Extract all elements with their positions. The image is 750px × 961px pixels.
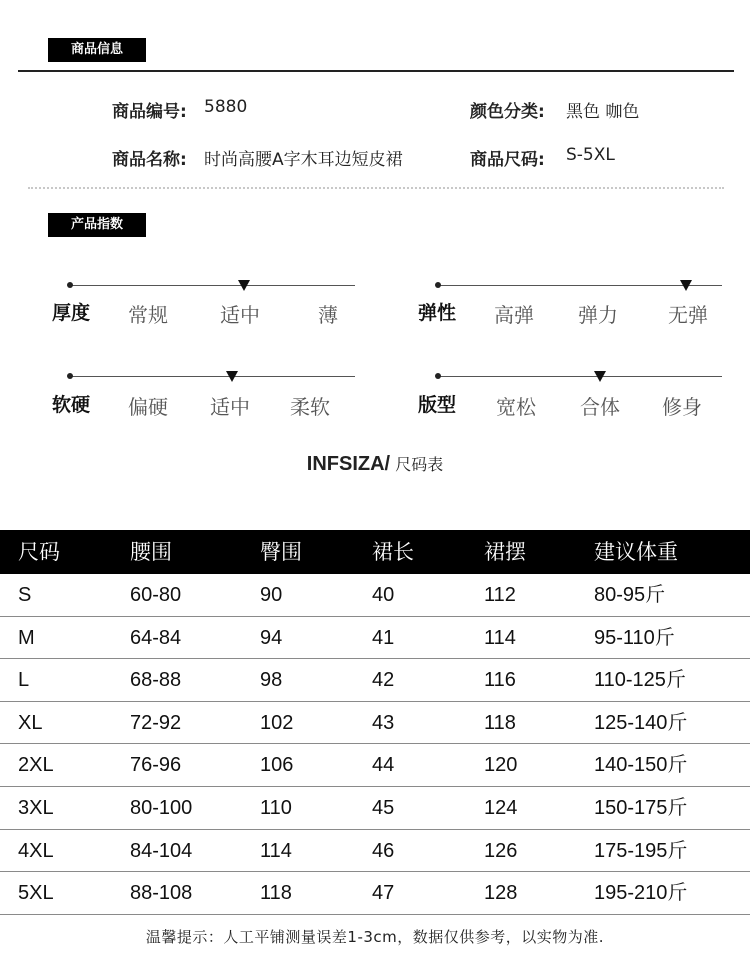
product-name-value: 时尚高腰A字木耳边短皮裙 bbox=[204, 150, 403, 170]
column-header: 裙长 bbox=[372, 540, 414, 564]
table-cell: 140-150斤 bbox=[594, 754, 688, 777]
scale-track bbox=[70, 285, 355, 286]
table-cell: 76-96 bbox=[130, 754, 182, 777]
scale-marker-icon bbox=[226, 371, 238, 382]
table-cell: 110-125斤 bbox=[594, 669, 686, 692]
table-cell: 43 bbox=[372, 711, 395, 734]
dotted-divider bbox=[28, 187, 724, 189]
scale-option: 宽松 bbox=[496, 395, 536, 419]
scale-start-dot bbox=[435, 373, 441, 379]
table-cell: 118 bbox=[484, 711, 516, 734]
scale-option: 适中 bbox=[210, 395, 250, 419]
table-row bbox=[0, 574, 750, 617]
table-row bbox=[0, 702, 750, 745]
table-cell: 112 bbox=[484, 584, 516, 606]
table-cell: 46 bbox=[372, 839, 395, 862]
table-cell: 90 bbox=[260, 584, 283, 606]
table-row bbox=[0, 830, 750, 873]
scale-marker-icon bbox=[238, 280, 250, 291]
scale-option: 弹力 bbox=[578, 303, 618, 327]
scale-name: 厚度 bbox=[52, 302, 91, 324]
table-cell: 118 bbox=[260, 882, 292, 905]
table-row bbox=[0, 617, 750, 660]
table-cell: 4XL bbox=[18, 839, 54, 862]
measurement-note: 温馨提示：人工平铺测量误差1-3cm，数据仅供参考，以实物为准. bbox=[145, 928, 605, 946]
table-cell: 114 bbox=[484, 626, 516, 649]
table-cell: 94 bbox=[260, 626, 283, 649]
scale-option: 偏硬 bbox=[128, 395, 168, 419]
column-header: 裙摆 bbox=[484, 540, 526, 564]
table-cell: 45 bbox=[372, 796, 395, 819]
table-cell: 88-108 bbox=[130, 882, 193, 905]
size-range-label: 商品尺码: bbox=[470, 150, 545, 170]
section-divider bbox=[18, 70, 734, 72]
table-cell: 102 bbox=[260, 711, 294, 734]
table-row bbox=[0, 744, 750, 787]
scale-marker-icon bbox=[680, 280, 692, 291]
table-cell: 150-175斤 bbox=[594, 796, 688, 819]
section-label-product-index: 产品指数 bbox=[48, 213, 146, 237]
table-cell: 95-110斤 bbox=[594, 626, 675, 649]
section-label-product-info: 商品信息 bbox=[48, 38, 146, 62]
table-cell: 120 bbox=[484, 754, 518, 777]
size-table bbox=[0, 530, 750, 915]
column-header: 建议体重 bbox=[594, 540, 678, 564]
table-cell: 47 bbox=[372, 882, 395, 905]
table-cell: 106 bbox=[260, 754, 294, 777]
table-row bbox=[0, 787, 750, 830]
brand-name: INFSIZA/ bbox=[306, 453, 391, 475]
table-cell: 72-92 bbox=[130, 711, 182, 734]
table-cell: 2XL bbox=[18, 754, 54, 777]
table-cell: 114 bbox=[260, 839, 292, 862]
size-table-body bbox=[0, 574, 750, 915]
table-cell: 110 bbox=[260, 796, 292, 819]
table-cell: 3XL bbox=[18, 796, 54, 819]
color-label: 颜色分类: bbox=[470, 102, 545, 122]
scale-option: 薄 bbox=[318, 303, 338, 327]
table-cell: 84-104 bbox=[130, 839, 193, 862]
table-cell: 40 bbox=[372, 584, 395, 606]
table-cell: XL bbox=[18, 711, 43, 734]
table-cell: 98 bbox=[260, 669, 283, 692]
table-cell: 195-210斤 bbox=[594, 882, 688, 905]
table-cell: 68-88 bbox=[130, 669, 182, 692]
size-chart-heading bbox=[0, 452, 750, 476]
table-cell: 175-195斤 bbox=[594, 839, 688, 862]
scale-name: 软硬 bbox=[52, 394, 91, 416]
table-cell: 60-80 bbox=[130, 584, 182, 606]
scale-option: 无弹 bbox=[668, 303, 708, 327]
column-header: 腰围 bbox=[130, 540, 172, 564]
scale-track bbox=[438, 376, 722, 377]
scale-option: 修身 bbox=[662, 395, 702, 419]
table-cell: 5XL bbox=[18, 882, 54, 905]
product-name-label: 商品名称: bbox=[112, 150, 187, 170]
scale-option: 合体 bbox=[580, 395, 620, 419]
scale-option: 柔软 bbox=[290, 395, 330, 419]
table-cell: S bbox=[18, 584, 32, 606]
scale-start-dot bbox=[435, 282, 441, 288]
scale-name: 版型 bbox=[418, 394, 457, 416]
scale-marker-icon bbox=[594, 371, 606, 382]
table-row bbox=[0, 872, 750, 915]
table-cell: L bbox=[18, 669, 30, 692]
table-cell: 64-84 bbox=[130, 626, 182, 649]
table-cell: 80-95斤 bbox=[594, 584, 666, 606]
product-number-label: 商品编号: bbox=[112, 102, 187, 122]
scale-start-dot bbox=[67, 282, 73, 288]
product-number-value: 5880 bbox=[204, 97, 248, 117]
table-cell: M bbox=[18, 626, 35, 649]
column-header: 尺码 bbox=[18, 540, 60, 564]
table-cell: 128 bbox=[484, 882, 518, 905]
color-value: 黑色 咖色 bbox=[566, 102, 640, 122]
table-row bbox=[0, 659, 750, 702]
table-cell: 80-100 bbox=[130, 796, 193, 819]
table-cell: 126 bbox=[484, 839, 518, 862]
scale-track bbox=[70, 376, 355, 377]
column-header: 臀围 bbox=[260, 540, 302, 564]
scale-option: 适中 bbox=[220, 303, 260, 327]
size-range-value: S-5XL bbox=[566, 145, 615, 165]
scale-name: 弹性 bbox=[418, 302, 457, 324]
scale-option: 高弹 bbox=[494, 303, 534, 327]
table-cell: 42 bbox=[372, 669, 395, 692]
scale-start-dot bbox=[67, 373, 73, 379]
table-cell: 44 bbox=[372, 754, 395, 777]
table-cell: 125-140斤 bbox=[594, 711, 688, 734]
size-table-header bbox=[0, 530, 750, 574]
table-cell: 41 bbox=[372, 626, 395, 649]
scale-option: 常规 bbox=[128, 303, 168, 327]
table-cell: 124 bbox=[484, 796, 518, 819]
table-cell: 116 bbox=[484, 669, 516, 692]
size-chart-title: 尺码表 bbox=[395, 455, 444, 474]
